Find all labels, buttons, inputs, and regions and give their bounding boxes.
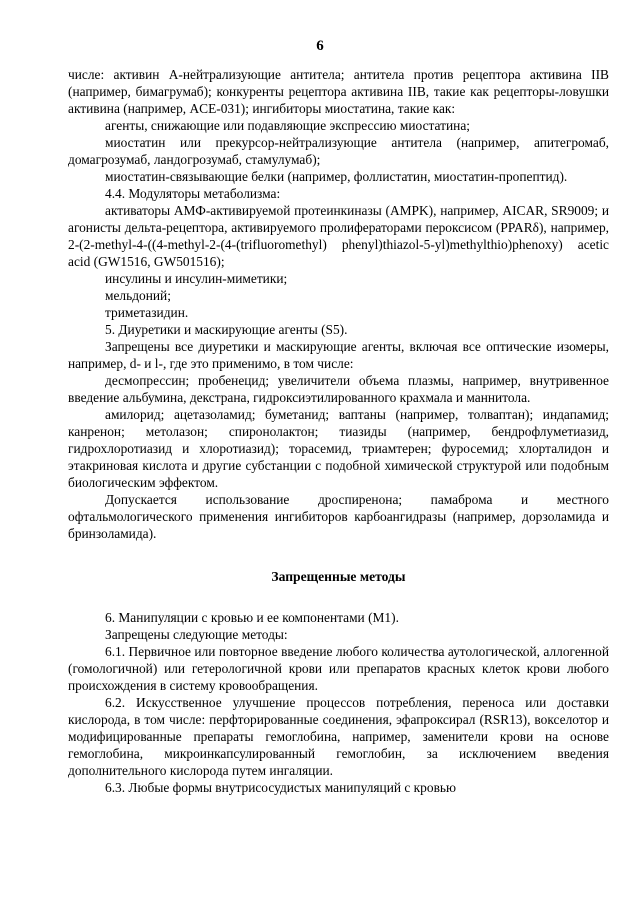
paragraph: 6.1. Первичное или повторное введение любого количества аутологической, аллогенной (гомологичной) или гетерологичной крови или препаратов красных клеток крови любого происхождения в систему кровообращения. — [68, 644, 609, 693]
paragraph: 6.2. Искусственное улучшение процессов потребления, переноса или доставки кислорода, в том числе: перфторированные соединения, эфапроксирал (RSR13), вокселотор и модифицированные препараты гемоглобина, например, заменители крови на основе гемоглобина, микроинкапсулированный гемоглобин, за исключением введения дополнительного кислорода путем ингаляции. — [68, 695, 609, 778]
paragraph: десмопрессин; пробенецид; увеличители объема плазмы, например, внутривенное введение альбумина, декстрана, гидроксиэтилированного крахмала и маннитола. — [68, 373, 609, 405]
paragraph: 6.3. Любые формы внутрисосудистых манипуляций с кровью — [105, 780, 457, 795]
paragraph: 6. Манипуляции с кровью и ее компонентами (M1). — [105, 610, 399, 625]
page-number: 6 — [316, 38, 324, 54]
paragraph: триметазидин. — [105, 305, 189, 320]
paragraph: миостатин или прекурсор-нейтрализующие антитела (например, апитегромаб, домагрозумаб, ландогрозумаб, стамулумаб); — [68, 135, 609, 167]
paragraph: 5. Диуретики и маскирующие агенты (S5). — [105, 322, 348, 337]
paragraph: мельдоний; — [105, 288, 171, 303]
paragraph: числе: активин А-нейтрализующие антитела; антитела против рецептора активина IIB (например, бимагрумаб); конкуренты рецептора активина IIB, такие как рецепторы-ловушки активина (например, ACE-031); ингибиторы миостатина, такие как: — [68, 67, 609, 116]
section-heading: Запрещенные методы — [271, 569, 406, 584]
paragraph: активаторы АМФ-активируемой протеинкиназы (AMPK), например, AICAR, SR9009; и агонисты дельта-рецептора, активируемого пролифераторами пероксисом (PPARδ), например, 2-(2-methyl-4-((4-methyl-2-(4-(trifluoromethyl) phenyl)thiazol-5-yl)methylthio)phenoxy) acetic acid (GW1516, GW501516); — [68, 203, 609, 269]
paragraph: Запрещены следующие методы: — [105, 627, 288, 642]
paragraph: инсулины и инсулин-миметики; — [105, 271, 288, 286]
paragraph: 4.4. Модуляторы метаболизма: — [105, 186, 281, 201]
paragraph: агенты, снижающие или подавляющие экспрессию миостатина; — [105, 118, 470, 133]
paragraph: миостатин-связывающие белки (например, фоллистатин, миостатин-пропептид). — [105, 169, 568, 184]
document-body — [68, 66, 609, 796]
paragraph: Допускается использование дроспиренона; памаброма и местного офтальмологического применения ингибиторов карбоангидразы (например, дорзоламида и бринзоламида). — [68, 492, 609, 541]
paragraph: амилорид; ацетазоламид; буметанид; ваптаны (например, толваптан); индапамид; канренон; метолазон; спиронолактон; тиазиды (например, бендрофлуметиазид, гидрохлоротиазид и хлоротиазид); торасемид, триамтерен; фуросемид; хлорталидон и этакриновая кислота и другие субстанции с подобной химической структурой или подобным биологическим эффектом. — [68, 407, 609, 490]
paragraph: Запрещены все диуретики и маскирующие агенты, включая все оптические изомеры, например, d- и l-, где это применимо, в том числе: — [68, 339, 609, 371]
